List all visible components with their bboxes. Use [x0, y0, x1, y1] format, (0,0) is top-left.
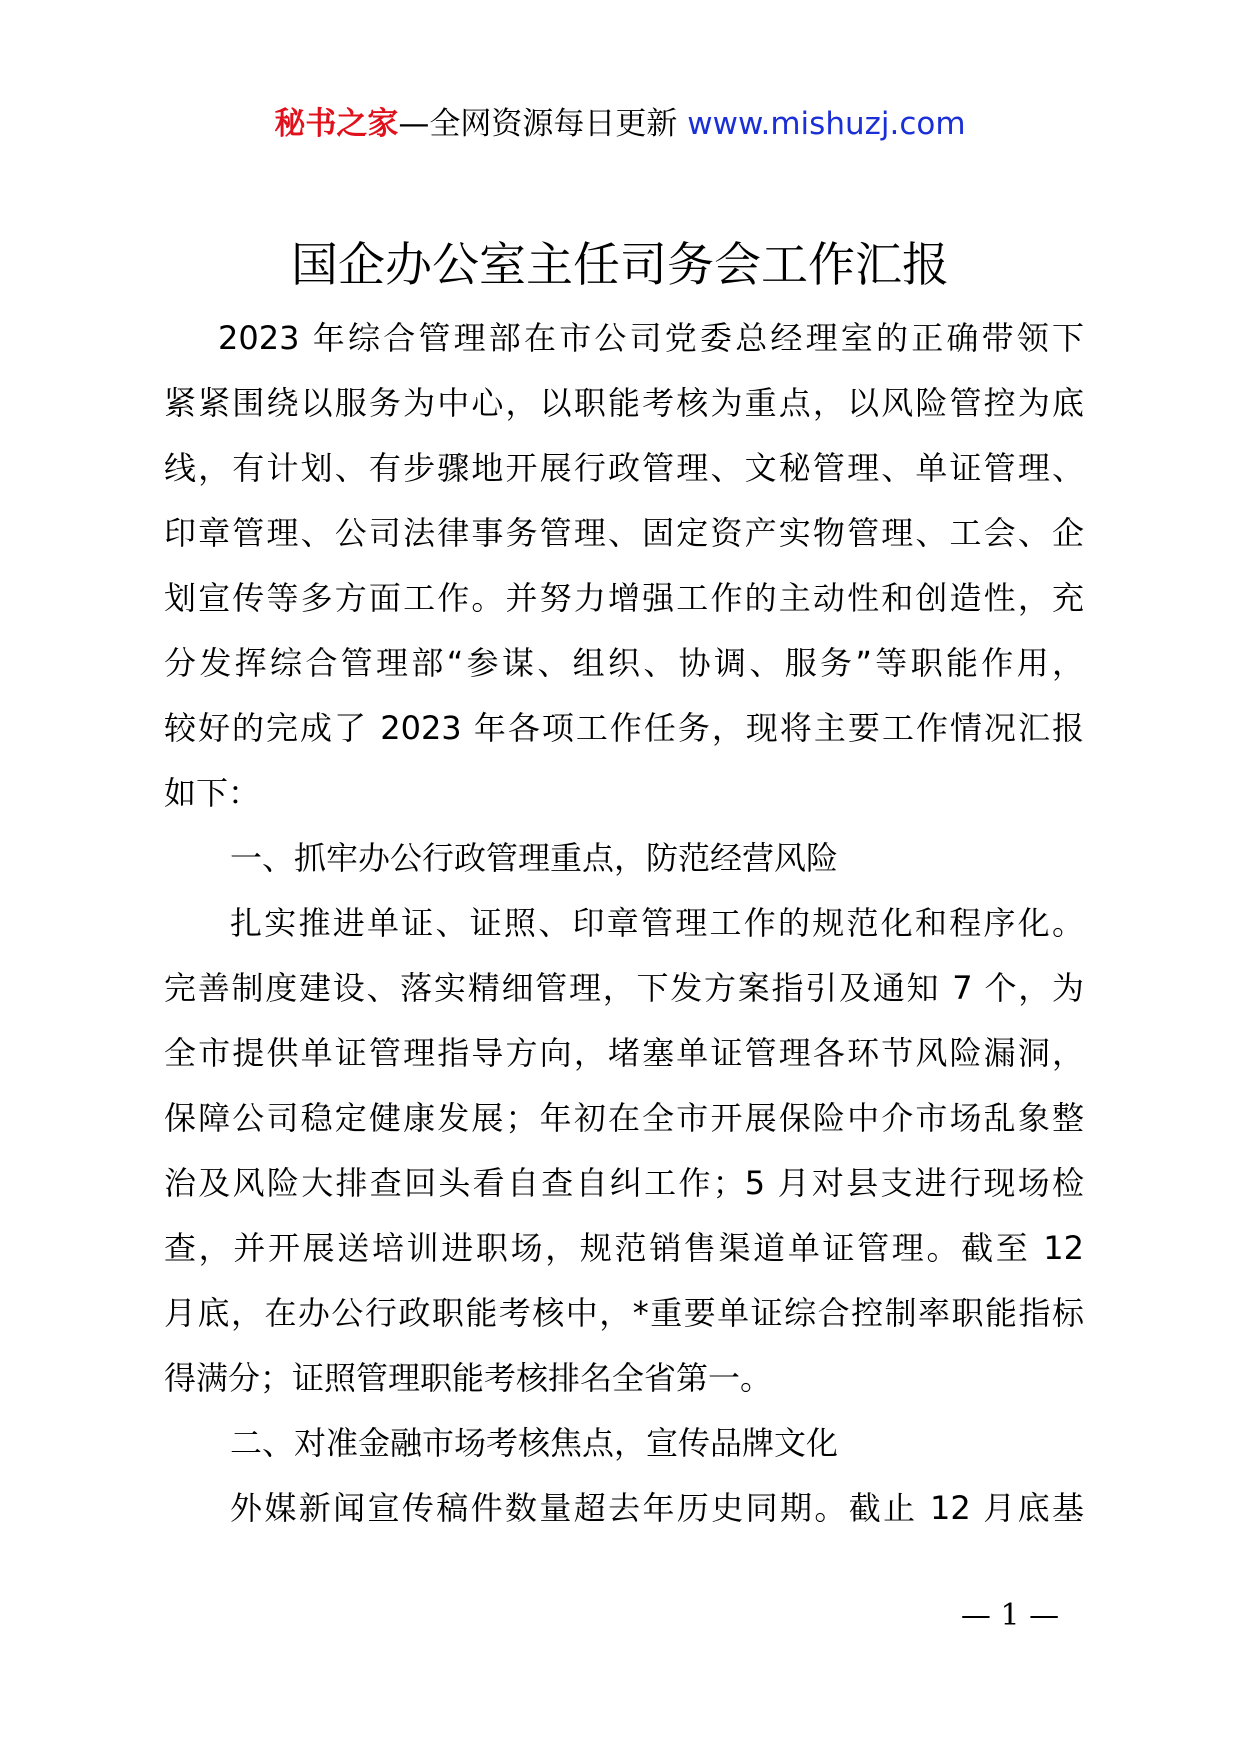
site-url-link[interactable]: www.mishuzj.com — [687, 106, 966, 142]
paragraph-line: 紧紧围绕以服务为中心，以职能考核为重点，以风险管控为底 — [164, 384, 1084, 422]
paragraph-line: 全市提供单证管理指导方向，堵塞单证管理各环节风险漏洞， — [164, 1034, 1084, 1072]
paragraph-line: 得满分；证照管理职能考核排名全省第一。 — [164, 1359, 773, 1397]
paragraph-line: 2023 年综合管理部在市公司党委总经理室的正确带领下 — [218, 319, 1084, 357]
paragraph-line: 如下： — [164, 774, 261, 812]
paragraph-line: 扎实推进单证、证照、印章管理工作的规范化和程序化。 — [230, 904, 1084, 942]
paragraph-line: 治及风险大排查回头看自查自纠工作；5 月对县支进行现场检 — [164, 1164, 1084, 1202]
paragraph-line: 外媒新闻宣传稿件数量超去年历史同期。截止 12 月底基 — [230, 1489, 1084, 1527]
brand-name: 秘书之家 — [274, 106, 399, 142]
paragraph-line: 保障公司稳定健康发展；年初在全市开展保险中介市场乱象整 — [164, 1099, 1084, 1137]
paragraph-line: 线，有计划、有步骤地开展行政管理、文秘管理、单证管理、 — [164, 449, 1084, 487]
paragraph-line: 较好的完成了 2023 年各项工作任务，现将主要工作情况汇报 — [164, 709, 1084, 747]
site-header — [0, 102, 1240, 146]
paragraph-line: 划宣传等多方面工作。并努力增强工作的主动性和创造性，充 — [164, 579, 1084, 617]
document-body — [164, 306, 1084, 1541]
paragraph-line: 查，并开展送培训进职场，规范销售渠道单证管理。截至 12 — [164, 1229, 1084, 1267]
header-slogan: —全网资源每日更新 — [398, 106, 678, 142]
paragraph-line: 分发挥综合管理部“参谋、组织、协调、服务”等职能作用， — [164, 644, 1084, 682]
paragraph-line: 完善制度建设、落实精细管理，下发方案指引及通知 7 个，为 — [164, 969, 1084, 1007]
document-title: 国企办公室主任司务会工作汇报 — [291, 238, 949, 293]
section-heading-2: 二、对准金融市场考核焦点，宣传品牌文化 — [230, 1424, 839, 1462]
paragraph-line: 印章管理、公司法律事务管理、固定资产实物管理、工会、企 — [164, 514, 1084, 552]
page-number: — 1 — — [960, 1598, 1060, 1633]
paragraph-line: 月底，在办公行政职能考核中，*重要单证综合控制率职能指标 — [164, 1294, 1084, 1332]
section-heading-1: 一、抓牢办公行政管理重点，防范经营风险 — [230, 839, 839, 877]
